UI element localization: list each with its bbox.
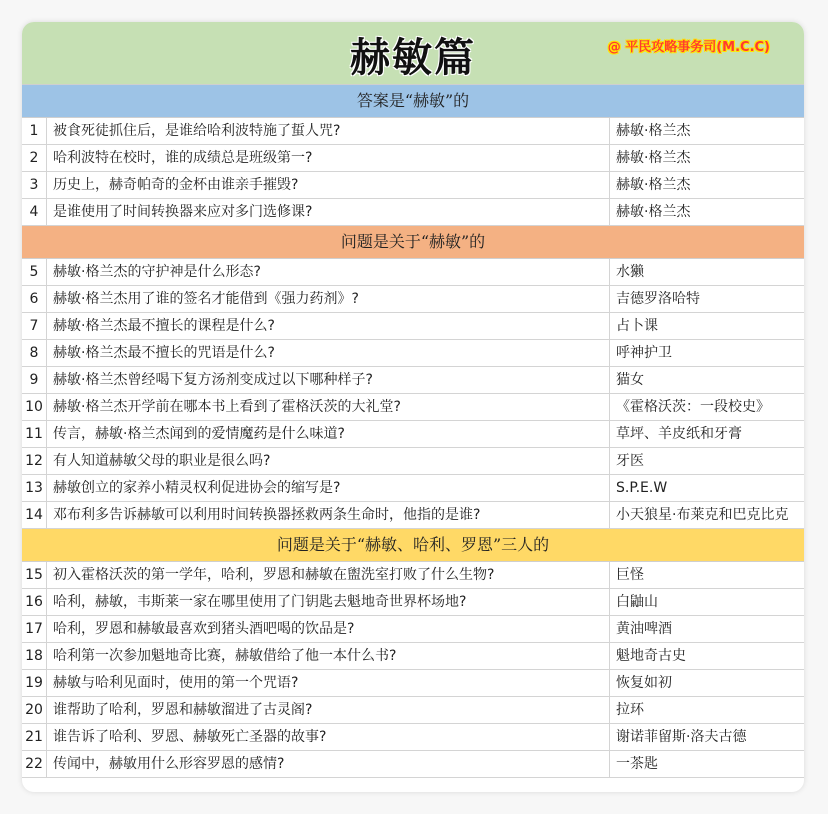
row-number: 17 — [22, 616, 47, 642]
section-header: 答案是“赫敏”的 — [22, 85, 804, 118]
table-row — [22, 145, 804, 172]
question-cell: 传言，赫敏·格兰杰闻到的爱情魔药是什么味道? — [47, 421, 610, 447]
answer-cell: 赫敏·格兰杰 — [616, 204, 691, 220]
row-number: 5 — [22, 259, 47, 285]
row-number: 6 — [22, 286, 47, 312]
question-cell: 赫敏·格兰杰的守护神是什么形态? — [47, 259, 610, 285]
answer-cell: 水獭 — [616, 264, 644, 280]
table-row — [22, 394, 804, 421]
question-cell: 哈利波特在校时，谁的成绩总是班级第一? — [47, 145, 610, 171]
question-cell: 初入霍格沃茨的第一学年，哈利，罗恩和赫敏在盥洗室打败了什么生物? — [47, 562, 610, 588]
row-number: 9 — [22, 367, 47, 393]
answer-cell: 赫敏·格兰杰 — [616, 177, 691, 193]
table-row — [22, 172, 804, 199]
question-cell: 赫敏与哈利见面时，使用的第一个咒语? — [47, 670, 610, 696]
row-number: 1 — [22, 118, 47, 144]
question-cell: 历史上，赫奇帕奇的金杯由谁亲手摧毁? — [47, 172, 610, 198]
row-number: 8 — [22, 340, 47, 366]
table-row — [22, 475, 804, 502]
question-cell: 赫敏·格兰杰用了谁的签名才能借到《强力药剂》? — [47, 286, 610, 312]
table-row — [22, 724, 804, 751]
table-row — [22, 670, 804, 697]
answer-cell: 牙医 — [616, 453, 644, 469]
table-row — [22, 502, 804, 529]
title-bar — [22, 22, 804, 85]
answer-cell: 恢复如初 — [616, 675, 672, 691]
table-row — [22, 340, 804, 367]
table-row — [22, 367, 804, 394]
credit-label: @ 平民攻略事务司(M.C.C) — [607, 40, 770, 55]
question-cell: 赫敏·格兰杰曾经喝下复方汤剂变成过以下哪种样子? — [47, 367, 610, 393]
page-title: 赫敏篇 — [350, 35, 476, 81]
question-cell: 是谁使用了时间转换器来应对多门选修课? — [47, 199, 610, 225]
question-cell: 邓布利多告诉赫敏可以利用时间转换器拯救两条生命时，他指的是谁? — [47, 502, 610, 528]
row-number: 21 — [22, 724, 47, 750]
table-row — [22, 751, 804, 778]
quiz-sheet — [22, 22, 804, 792]
row-number: 3 — [22, 172, 47, 198]
row-number: 13 — [22, 475, 47, 501]
table-row — [22, 562, 804, 589]
answer-cell: 呼神护卫 — [616, 345, 672, 361]
row-number: 15 — [22, 562, 47, 588]
table-row — [22, 118, 804, 145]
row-number: 4 — [22, 199, 47, 225]
question-cell: 哈利，罗恩和赫敏最喜欢到猪头酒吧喝的饮品是? — [47, 616, 610, 642]
table-row — [22, 313, 804, 340]
answer-cell: 草坪、羊皮纸和牙膏 — [616, 426, 742, 442]
answer-cell: 占卜课 — [616, 318, 658, 334]
table-row — [22, 259, 804, 286]
question-cell: 赫敏·格兰杰最不擅长的课程是什么? — [47, 313, 610, 339]
row-number: 22 — [22, 751, 47, 777]
row-number: 2 — [22, 145, 47, 171]
row-number: 14 — [22, 502, 47, 528]
answer-cell: 谢诺菲留斯·洛夫古德 — [616, 729, 747, 745]
row-number: 20 — [22, 697, 47, 723]
answer-cell: 一茶匙 — [616, 756, 658, 772]
question-cell: 赫敏·格兰杰开学前在哪本书上看到了霍格沃茨的大礼堂? — [47, 394, 610, 420]
answer-cell: 赫敏·格兰杰 — [616, 150, 691, 166]
question-cell: 赫敏·格兰杰最不擅长的咒语是什么? — [47, 340, 610, 366]
question-cell: 赫敏创立的家养小精灵权利促进协会的缩写是? — [47, 475, 610, 501]
quiz-table — [22, 85, 804, 778]
row-number: 11 — [22, 421, 47, 447]
question-cell: 被食死徒抓住后，是谁给哈利波特施了蜇人咒? — [47, 118, 610, 144]
question-cell: 哈利，赫敏，韦斯莱一家在哪里使用了门钥匙去魁地奇世界杯场地? — [47, 589, 610, 615]
answer-cell: 猫女 — [616, 372, 644, 388]
row-number: 12 — [22, 448, 47, 474]
question-cell: 哈利第一次参加魁地奇比赛，赫敏借给了他一本什么书? — [47, 643, 610, 669]
answer-cell: 吉德罗洛哈特 — [616, 291, 700, 307]
question-cell: 有人知道赫敏父母的职业是很么吗? — [47, 448, 610, 474]
answer-cell: 赫敏·格兰杰 — [616, 123, 691, 139]
row-number: 7 — [22, 313, 47, 339]
answer-cell: 小天狼星·布莱克和巴克比克 — [616, 507, 789, 523]
question-cell: 谁告诉了哈利、罗恩、赫敏死亡圣器的故事? — [47, 724, 610, 750]
table-row — [22, 697, 804, 724]
table-row — [22, 286, 804, 313]
answer-cell: 白鼬山 — [616, 594, 658, 610]
table-row — [22, 199, 804, 226]
table-row — [22, 589, 804, 616]
table-row — [22, 616, 804, 643]
answer-cell: 拉环 — [616, 702, 644, 718]
table-row — [22, 421, 804, 448]
section-header: 问题是关于“赫敏、哈利、罗恩”三人的 — [22, 529, 804, 562]
row-number: 19 — [22, 670, 47, 696]
question-cell: 谁帮助了哈利，罗恩和赫敏溜进了古灵阁? — [47, 697, 610, 723]
table-row — [22, 448, 804, 475]
answer-cell: 魁地奇古史 — [616, 648, 686, 664]
answer-cell: S.P.E.W — [616, 480, 668, 496]
row-number: 10 — [22, 394, 47, 420]
row-number: 18 — [22, 643, 47, 669]
answer-cell: 巨怪 — [616, 567, 644, 583]
row-number: 16 — [22, 589, 47, 615]
section-header: 问题是关于“赫敏”的 — [22, 226, 804, 259]
answer-cell: 黄油啤酒 — [616, 621, 672, 637]
answer-cell: 《霍格沃茨：一段校史》 — [616, 399, 770, 415]
question-cell: 传闻中，赫敏用什么形容罗恩的感情? — [47, 751, 610, 777]
table-row — [22, 643, 804, 670]
